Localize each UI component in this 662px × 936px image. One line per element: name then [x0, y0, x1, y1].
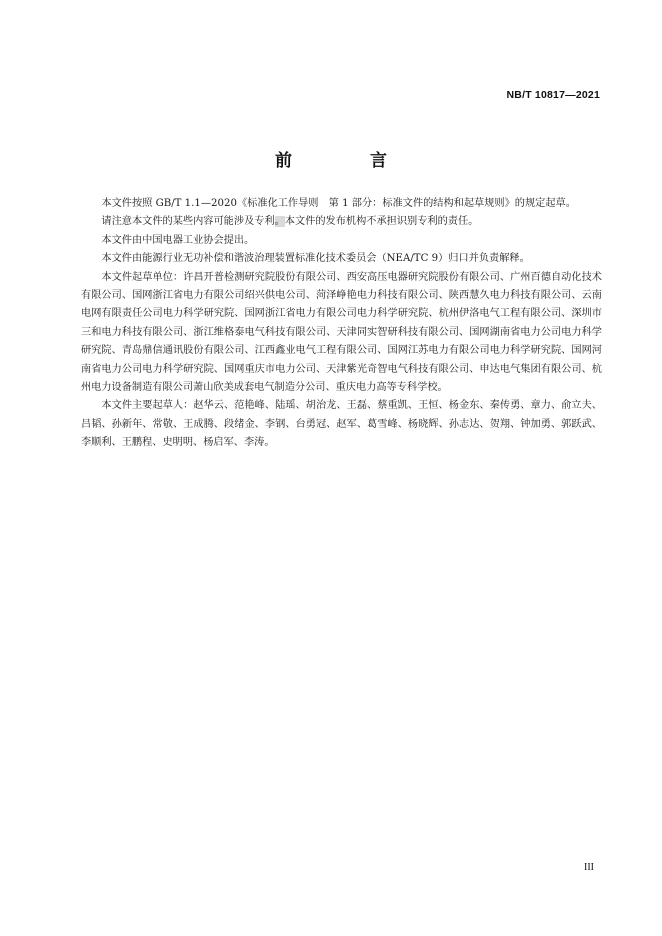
patent-disclaimer-text: 本文件的发布机构不承担识别专利的责任。	[284, 216, 479, 228]
paragraph-drafting-rules: 本文件按照 GB/T 1.1—2020《标准化工作导则 第 1 部分：标准文件的结构和起草规则》的规定起草。	[101, 198, 576, 209]
paragraph-patent-notice	[81, 213, 602, 231]
patent-notice-text: 请注意本文件的某些内容可能涉及专利	[101, 216, 275, 228]
paragraph-proposer: 本文件由中国电器工业协会提出。	[101, 234, 255, 246]
paragraph-committee: 本文件由能源行业无功补偿和谐波治理装置标准化技术委员会（NEA/TC 9）归口并负责解释。	[101, 253, 530, 265]
foreword-body	[81, 195, 602, 453]
standard-number: NB/T 10817—2021	[506, 89, 600, 101]
page-title: 前 言	[275, 151, 423, 171]
paragraph-drafters: 本文件主要起草人：赵华云、范艳峰、陆瑶、胡治龙、王磊、蔡重凯、王恒、杨金东、秦传勇、章力、俞立夫、吕韬、孙新年、常敬、王成腾、段绪金、李钢、台勇冠、赵军、葛雪峰、杨晓辉、孙志达、贺翔、钟加勇、郭跃武、李顺利、王鹏程、史明明、杨启军、李涛。	[81, 400, 602, 449]
page-number: III	[584, 862, 594, 873]
paragraph-drafting-units: 本文件起草单位：许昌开普检测研究院股份有限公司、西安高压电器研究院股份有限公司、广州百德自动化技术有限公司、国网浙江省电力有限公司绍兴供电公司、菏泽峥艳电力科技有限公司、陕西慧久电力科技有限公司、云南电网有限责任公司电力科学研究院、国网浙江省电力有限公司电力科学研究院、杭州伊洛电气工程有限公司、深圳市三和电力科技有限公司、浙江维格泰电气科技有限公司、天津同实智研科技有限公司、国网湖南省电力公司电力科学研究院、青岛鼎信通讯股份有限公司、江西鑫业电气工程有限公司、国网江苏电力有限公司电力科学研究院、国网河南省电力公司电力科学研究院、国网重庆市电力公司、天津紫光奇智电气科技有限公司、申达电气集团有限公司、杭州电力设备制造有限公司萧山欣美成套电气制造分公司、重庆电力高等专科学校。	[81, 271, 602, 394]
highlighted-punctuation: 。	[274, 216, 285, 228]
